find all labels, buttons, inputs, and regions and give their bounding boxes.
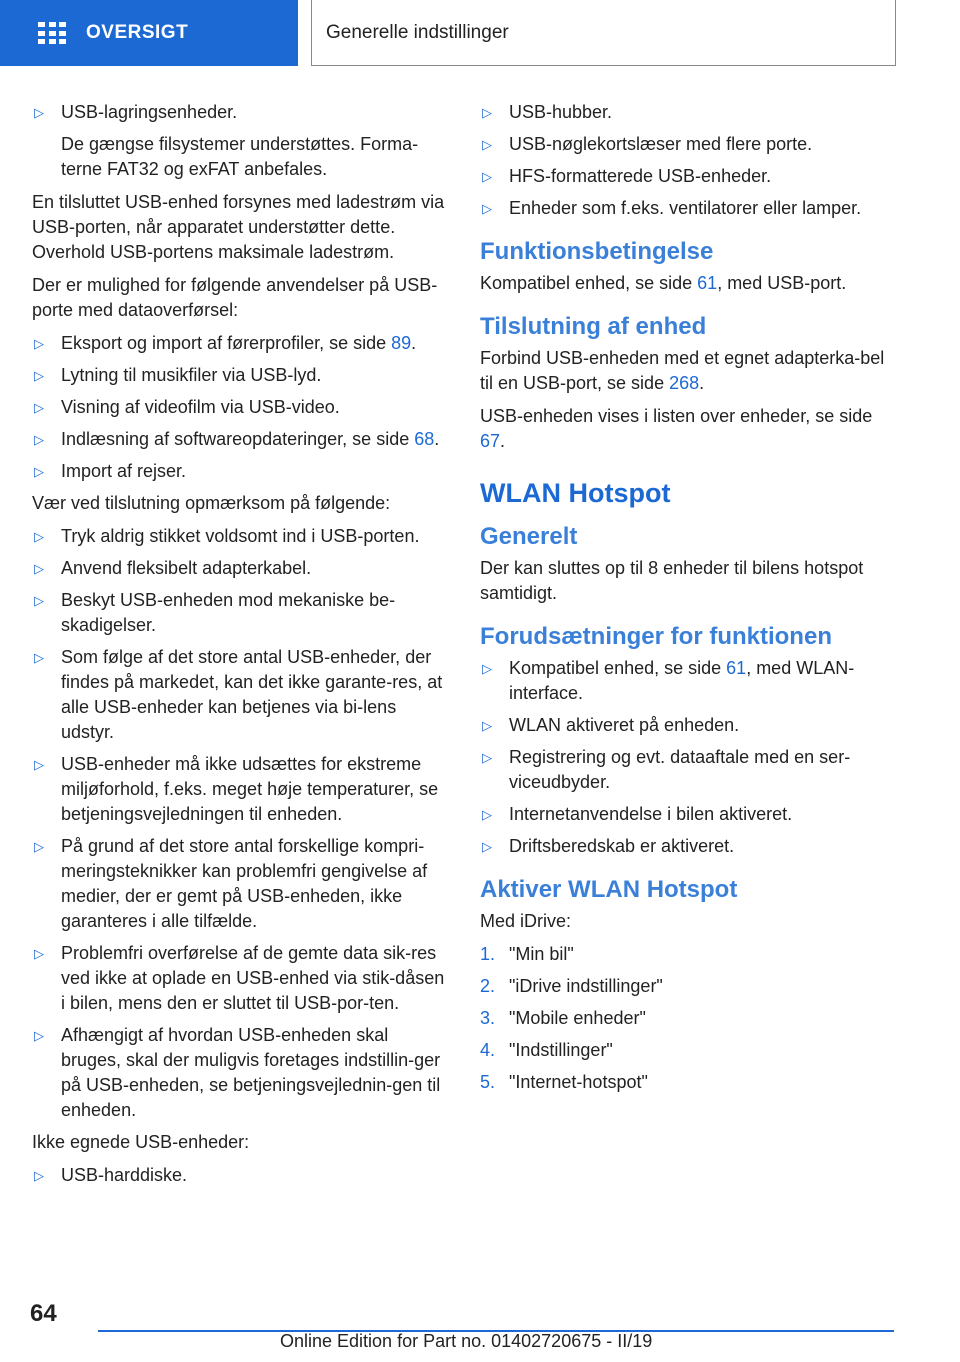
paragraph: En tilsluttet USB-enhed forsynes med ladestrøm via USB-porten, når apparatet understøtter dette. Overhold USB-portens maksimale ladestrøm. bbox=[32, 192, 445, 262]
triangle-bullet-icon: ▷ bbox=[482, 201, 492, 216]
triangle-bullet-icon: ▷ bbox=[482, 661, 492, 676]
paragraph: USB-enheden vises i listen over enheder, se side 67. bbox=[480, 406, 873, 451]
list-item: ▷ Tryk aldrig stikket voldsomt ind i USB-porten. bbox=[32, 524, 450, 549]
step-item: 1. "Min bil" bbox=[480, 944, 574, 964]
list-item: ▷ Eksport og import af førerprofiler, se side 89. bbox=[32, 331, 450, 356]
list-item: ▷ USB-nøglekortslæser med flere porte. bbox=[480, 132, 900, 157]
right-column bbox=[480, 100, 900, 1102]
page-reference-link[interactable]: 67 bbox=[480, 431, 501, 451]
triangle-bullet-icon: ▷ bbox=[34, 400, 44, 415]
triangle-bullet-icon: ▷ bbox=[34, 432, 44, 447]
list-item: ▷ Indlæsning af softwareopdateringer, se side 68. bbox=[32, 427, 450, 452]
triangle-bullet-icon: ▷ bbox=[34, 336, 44, 351]
filesystem-note: De gængse filsystemer understøttes. Forma-terne FAT32 og exFAT anbefales. bbox=[61, 134, 419, 179]
triangle-bullet-icon: ▷ bbox=[482, 105, 492, 120]
list-item: ▷ USB-enheder må ikke udsættes for ekstreme miljøforhold, f.eks. meget høje temperaturer, se betjeningsvejledningen til enheden. bbox=[34, 754, 439, 824]
step-item: 4. "Indstillinger" bbox=[480, 1040, 613, 1060]
triangle-bullet-icon: ▷ bbox=[482, 807, 492, 822]
list-item: ▷ Lytning til musikfiler via USB-lyd. bbox=[32, 363, 450, 388]
list-item: ▷ Import af rejser. bbox=[32, 459, 450, 484]
grid-icon bbox=[38, 22, 66, 44]
triangle-bullet-icon: ▷ bbox=[482, 137, 492, 152]
chapter-title: Generelle indstillinger bbox=[311, 0, 896, 66]
left-column bbox=[32, 100, 450, 1195]
paragraph: Ikke egnede USB-enheder: bbox=[32, 1132, 250, 1152]
paragraph: Med iDrive: bbox=[480, 911, 572, 931]
step-item: 5. "Internet-hotspot" bbox=[480, 1072, 648, 1092]
list-item: ▷ WLAN aktiveret på enheden. bbox=[480, 713, 900, 738]
triangle-bullet-icon: ▷ bbox=[34, 650, 44, 665]
triangle-bullet-icon: ▷ bbox=[34, 946, 44, 961]
list-item: ▷ HFS-formatterede USB-enheder. bbox=[480, 164, 900, 189]
list-item: ▷ Registrering og evt. dataaftale med en ser-viceudbyder. bbox=[482, 747, 851, 792]
triangle-bullet-icon: ▷ bbox=[34, 593, 44, 608]
paragraph: Der er mulighed for følgende anvendelser på USB-porte med dataoverførsel: bbox=[32, 275, 438, 320]
step-item: 2. "iDrive indstillinger" bbox=[480, 976, 663, 996]
step-item: 3. "Mobile enheder" bbox=[480, 1008, 646, 1028]
triangle-bullet-icon: ▷ bbox=[482, 169, 492, 184]
section-heading: Generelt bbox=[480, 523, 578, 550]
page-reference-link[interactable]: 89 bbox=[391, 333, 412, 353]
section-heading: Funktionsbetingelse bbox=[480, 238, 714, 265]
triangle-bullet-icon: ▷ bbox=[34, 105, 44, 120]
triangle-bullet-icon: ▷ bbox=[34, 464, 44, 479]
paragraph: Vær ved tilslutning opmærksom på følgende: bbox=[32, 493, 391, 513]
list-item: ▷ Problemfri overførelse af de gemte data sik-res ved ikke at oplade en USB-enhed via stik-dåsen i bilen, mens den er sluttet til USB-por-ten. bbox=[34, 943, 445, 1013]
page-header bbox=[0, 0, 960, 66]
triangle-bullet-icon: ▷ bbox=[34, 561, 44, 576]
section-heading: Tilslutning af enhed bbox=[480, 313, 707, 340]
chapter-heading: WLAN Hotspot bbox=[480, 478, 671, 508]
triangle-bullet-icon: ▷ bbox=[34, 839, 44, 854]
paragraph: Forbind USB-enheden med et egnet adapterka-bel til en USB-port, se side 268. bbox=[480, 348, 885, 393]
list-item: ▷ Enheder som f.eks. ventilatorer eller lamper. bbox=[480, 196, 900, 221]
list-item: ▷ Afhængigt af hvordan USB-enheden skal bruges, skal der muligvis foretages indstillin-ger på USB-enheden, se betjeningsvejlednin-gen til enheden. bbox=[34, 1025, 441, 1120]
page-reference-link[interactable]: 61 bbox=[726, 658, 747, 678]
list-item: ▷ Internetanvendelse i bilen aktiveret. bbox=[480, 802, 900, 827]
overview-label: OVERSIGT bbox=[86, 22, 189, 43]
list-item: ▷ Driftsberedskab er aktiveret. bbox=[480, 834, 900, 859]
list-item: ▷ Anvend fleksibelt adapterkabel. bbox=[32, 556, 450, 581]
triangle-bullet-icon: ▷ bbox=[34, 1168, 44, 1183]
list-item: ▷ Som følge af det store antal USB-enheder, der findes på markedet, kan det ikke garante-res, at alle USB-enheder kan betjenes via bi-lens udstyr. bbox=[34, 647, 443, 742]
list-item: ▷ På grund af det store antal forskellige kompri-meringsteknikker kan problemfri gengivelse af medier, der er gemt på USB-enheden, ikke garanteres i alle tilfælde. bbox=[34, 836, 428, 931]
triangle-bullet-icon: ▷ bbox=[482, 839, 492, 854]
triangle-bullet-icon: ▷ bbox=[34, 1028, 44, 1043]
paragraph: Kompatibel enhed, se side 61, med USB-port. bbox=[480, 273, 847, 293]
list-item: ▷ USB-hubber. bbox=[480, 100, 900, 125]
edition-text: Online Edition for Part no. 01402720675 - II/19 bbox=[280, 1331, 653, 1351]
triangle-bullet-icon: ▷ bbox=[34, 757, 44, 772]
triangle-bullet-icon: ▷ bbox=[482, 750, 492, 765]
section-heading: Aktiver WLAN Hotspot bbox=[480, 876, 738, 903]
triangle-bullet-icon: ▷ bbox=[34, 529, 44, 544]
list-item: ▷ USB-harddiske. bbox=[32, 1163, 450, 1188]
triangle-bullet-icon: ▷ bbox=[34, 368, 44, 383]
triangle-bullet-icon: ▷ bbox=[482, 718, 492, 733]
list-item: ▷ Beskyt USB-enheden mod mekaniske be-skadigelser. bbox=[34, 590, 396, 635]
page-reference-link[interactable]: 268 bbox=[669, 373, 700, 393]
page-reference-link[interactable]: 61 bbox=[697, 273, 718, 293]
page-reference-link[interactable]: 68 bbox=[414, 429, 435, 449]
page-number: 64 bbox=[30, 1300, 57, 1327]
paragraph: Der kan sluttes op til 8 enheder til bilens hotspot samtidigt. bbox=[480, 558, 864, 603]
list-item: ▷ Kompatibel enhed, se side 61, med WLAN-interface. bbox=[482, 658, 855, 703]
list-item: ▷ Visning af videofilm via USB-video. bbox=[32, 395, 450, 420]
section-heading: Forudsætninger for funktionen bbox=[480, 623, 832, 650]
list-item: ▷ USB-lagringsenheder. bbox=[32, 100, 450, 125]
overview-button[interactable] bbox=[0, 0, 298, 66]
